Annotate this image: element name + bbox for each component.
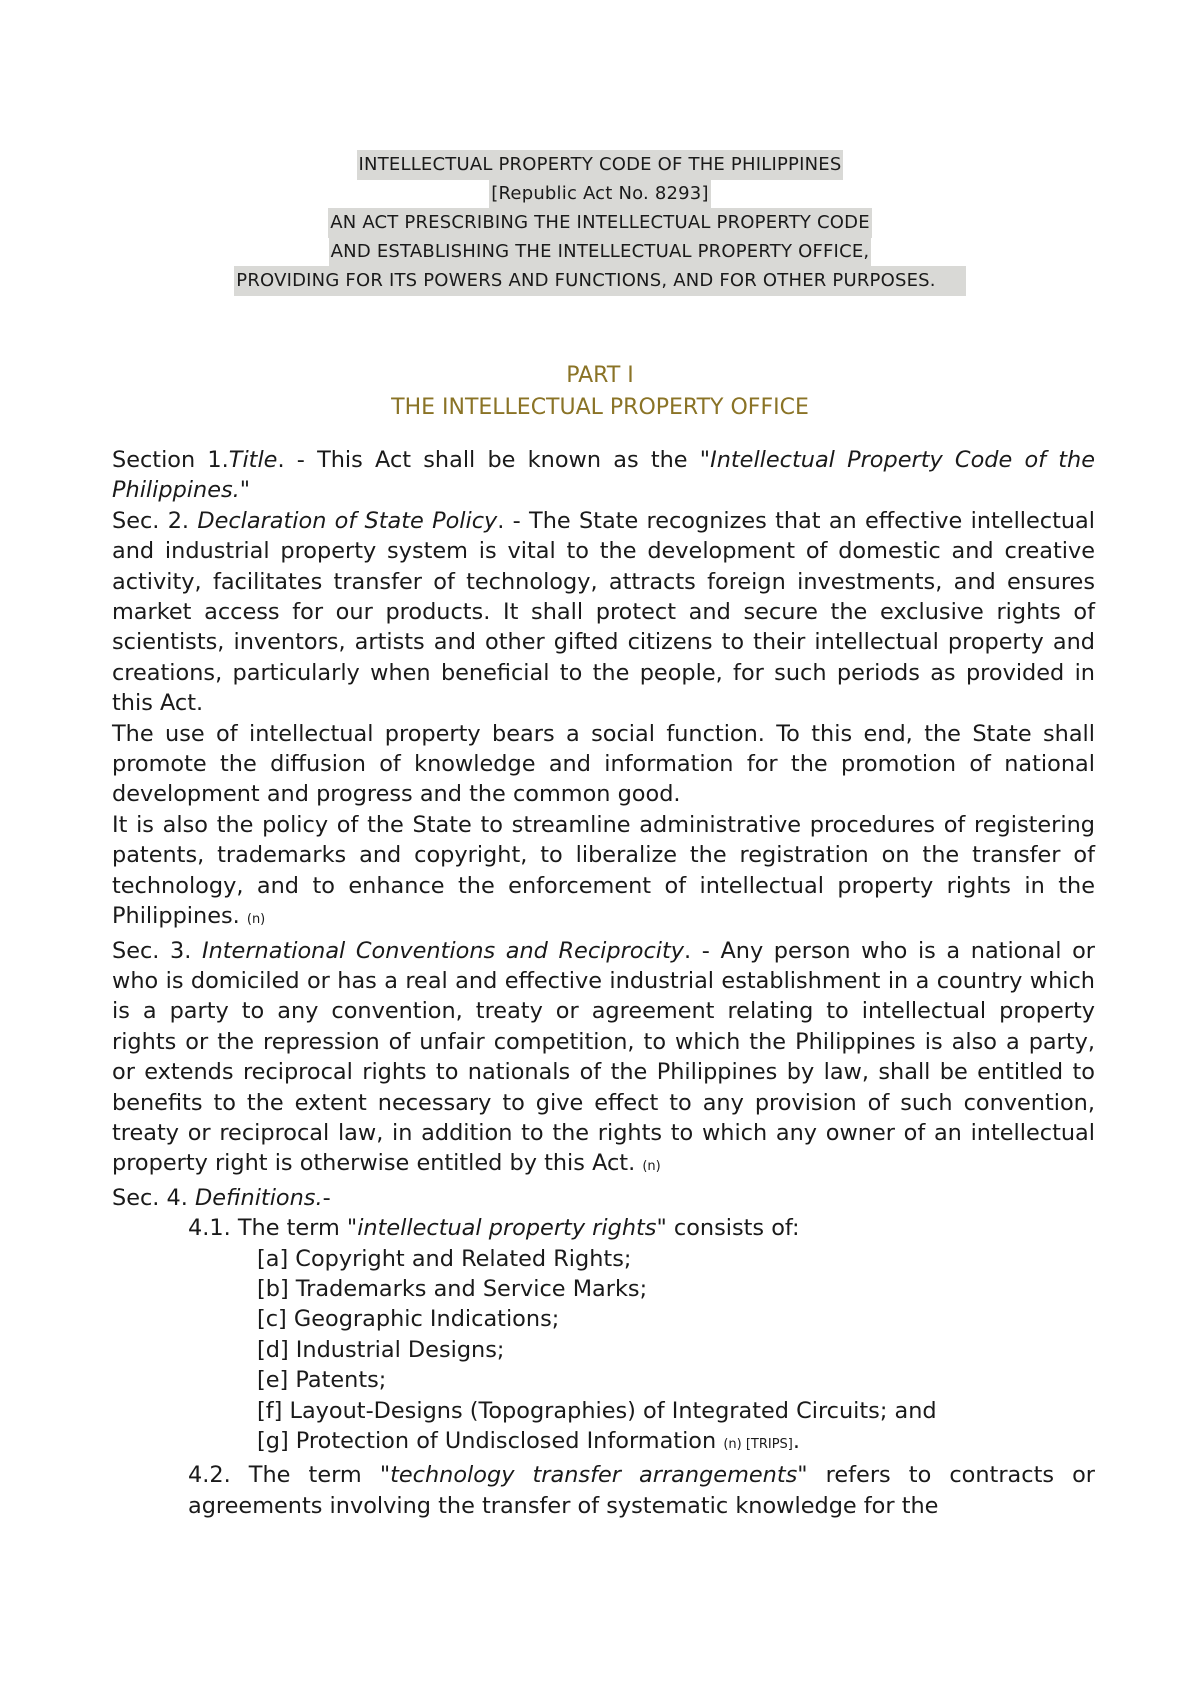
source-note: (n): [246, 912, 266, 928]
list-item: [d] Industrial Designs;: [257, 1336, 505, 1363]
definition-4-2: [112, 1460, 1095, 1521]
list-item: [c] Geographic Indications;: [257, 1306, 560, 1333]
section-label: Section 1.: [112, 447, 229, 473]
header-title: INTELLECTUAL PROPERTY CODE OF THE PHILIPPINES: [357, 150, 844, 180]
section-heading: Title: [228, 447, 278, 473]
header-subtitle-2: AND ESTABLISHING THE INTELLECTUAL PROPERTY OFFICE,: [329, 237, 872, 267]
section-2-paragraph-3: [112, 810, 1095, 936]
definition-term: "technology transfer arrangements": [379, 1462, 808, 1489]
part-number: PART I: [566, 363, 634, 388]
header-subtitle-1: AN ACT PRESCRIBING THE INTELLECTUAL PROPERTY CODE: [328, 208, 872, 238]
document-body: [112, 445, 1095, 1521]
header-subtitle-3: PROVIDING FOR ITS POWERS AND FUNCTIONS, AND FOR OTHER PURPOSES.: [234, 266, 965, 296]
list-item-end: .: [792, 1428, 800, 1454]
section-dash: -: [322, 1184, 331, 1211]
section-heading: International Conventions and Reciprocity: [201, 937, 685, 964]
header-act-number: [Republic Act No. 8293]: [489, 179, 710, 209]
section-2: [112, 506, 1095, 719]
section-3: [112, 936, 1095, 1183]
source-note: (n) [TRIPS]: [723, 1437, 793, 1452]
section-heading: Definitions.: [195, 1184, 323, 1211]
section-label: Sec. 4.: [112, 1184, 196, 1211]
definition-4-1: [112, 1213, 1095, 1243]
definition-text: consists of:: [666, 1215, 800, 1242]
document-header: [0, 150, 1200, 295]
section-label: Sec. 3.: [112, 937, 202, 964]
section-text: It is also the policy of the State to streamline administrative procedures of registering patents, trademarks and copyright, to liberalize the registration on the transfer of technology, and to enhance the enforcement of intellectual property rights in the Philippines.: [112, 811, 1095, 930]
section-4: [112, 1183, 1095, 1213]
list-item: [e] Patents;: [257, 1367, 387, 1394]
list-item: [a] Copyright and Related Rights;: [257, 1245, 632, 1272]
definition-term: "intellectual property rights": [346, 1215, 667, 1242]
section-label: Sec. 2.: [112, 507, 198, 534]
section-2-paragraph-2: The use of intellectual property bears a social function. To this end, the State shall promote the diffusion of knowledge and information for the promotion of national development and progress and the common good.: [112, 720, 1095, 808]
definition-label: 4.1. The term: [188, 1215, 347, 1242]
list-item: [112, 1426, 1095, 1460]
part-heading: [0, 360, 1200, 424]
list-item: [f] Layout-Designs (Topographies) of Integrated Circuits; and: [257, 1397, 937, 1424]
section-1: [112, 445, 1095, 506]
section-text: . - This Act shall be known as the: [277, 447, 700, 473]
section-heading: Declaration of State Policy: [197, 507, 498, 534]
list-item: [b] Trademarks and Service Marks;: [257, 1275, 648, 1302]
definition-label: 4.2. The term: [188, 1462, 380, 1489]
source-note: (n): [642, 1159, 661, 1175]
list-item-text: [g] Protection of Undisclosed Information: [257, 1428, 724, 1454]
section-quote: "Intellectual Property Code of the Philippines.": [112, 447, 1095, 504]
section-text: . - Any person who is a national or who is domiciled or has a real and effective industrial establishment in a country which is a party to any convention, treaty or agreement relating to intellectual property rights or the repression of unfair competition, to which the Philippines is also a party, or extends reciprocal rights to nationals of the Philippines by law, shall be entitled to benefits to the extent necessary to give effect to any provision of such convention, treaty or reciprocal law, in addition to the rights to which any owner of an intellectual property right is otherwise entitled by this Act.: [112, 937, 1095, 1177]
part-title: THE INTELLECTUAL PROPERTY OFFICE: [391, 395, 809, 420]
definition-text: refers to contracts or agreements involving the transfer of systematic knowledge for the: [188, 1462, 1095, 1519]
section-text: . - The State recognizes that an effective intellectual and industrial property system is vital to the development of domestic and creative activity, facilitates transfer of technology, attracts foreign investments, and ensures market access for our products. It shall protect and secure the exclusive rights of scientists, inventors, artists and other gifted citizens to their intellectual property and creations, particularly when beneficial to the people, for such periods as provided in this Act.: [112, 507, 1096, 717]
